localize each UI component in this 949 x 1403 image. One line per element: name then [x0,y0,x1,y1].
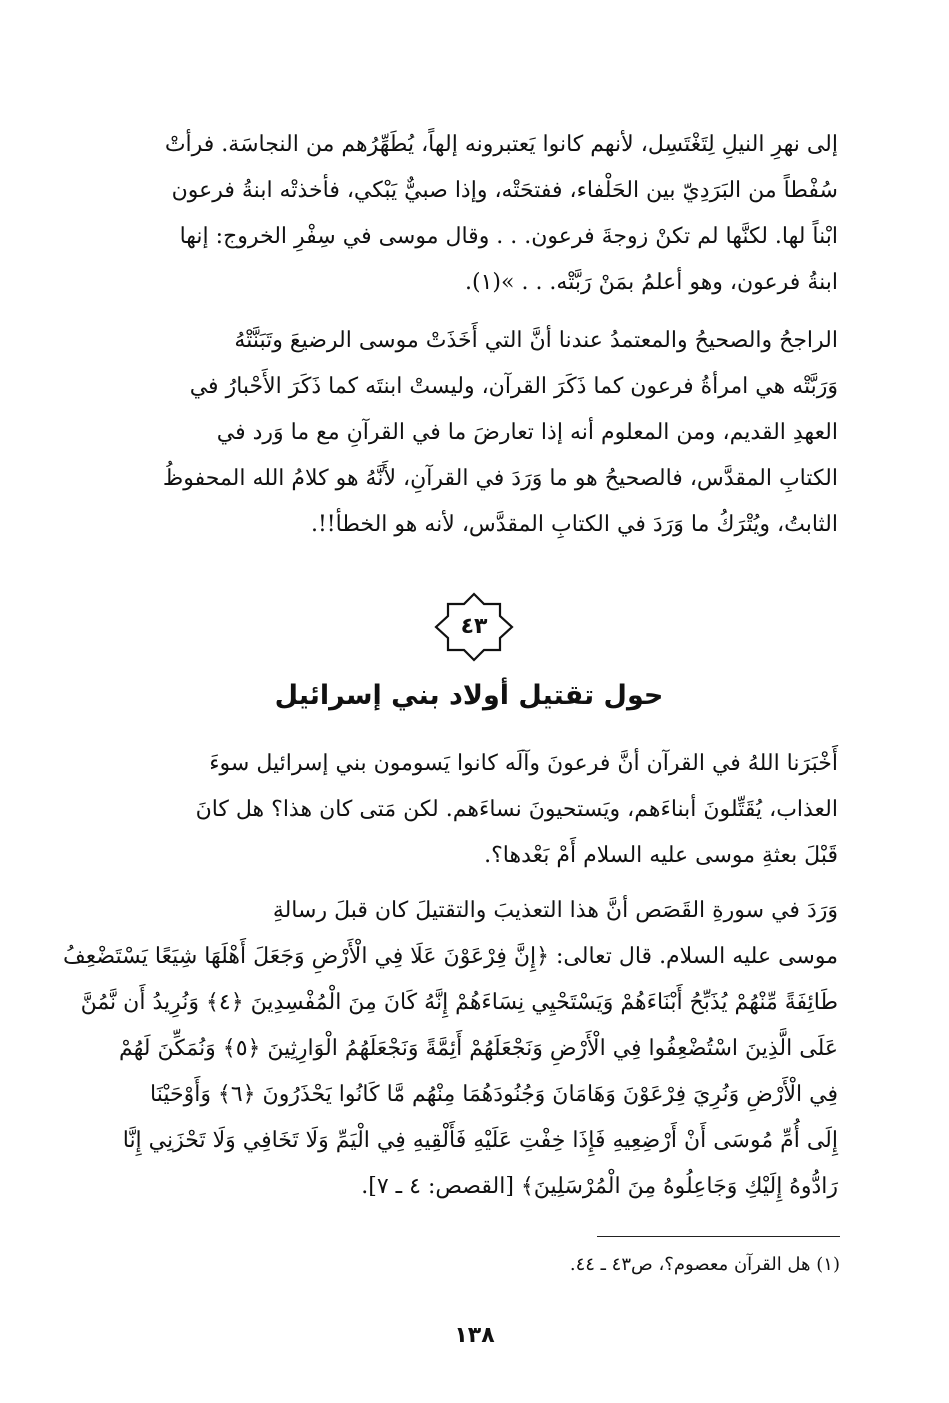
text-line: إِلَى أُمِّ مُوسَى أَنْ أَرْضِعِيهِ فَإِذَا خِفْتِ عَلَيْهِ فَأَلْقِيهِ فِي الْيَمِّ وَلَا تَخَافِي وَلَا تَحْزَنِي إِنَّا [122,1128,838,1153]
text-line: قَبْلَ بعثةِ موسى عليه السلام أَمْ بَعْدها؟. [484,843,838,868]
footnote-divider [597,1236,840,1237]
footnote: (١) هل القرآن معصوم؟، ص٤٣ ـ ٤٤. [569,1254,840,1275]
text-line: وَرَدَ في سورةِ القَصَص أنَّ هذا التعذيبَ والتقتيلَ كان قبلَ رسالةِ [272,898,838,923]
text-line: سُفْطاً من البَرَدِيّ بين الحَلْفاء، ففتحَتْه، وإذا صبيٌّ يَبْكي، فأخذتْه ابنةُ فرعون [171,178,838,203]
text-line: ابْناً لها. لكنَّها لم تكنْ زوجةَ فرعون. . . وقال موسى في سِفْرِ الخروج: إنها [179,224,838,249]
text-line: أَخْبَرَنا اللهُ في القرآن أنَّ فرعونَ وآلَه كانوا يَسومون بني إسرائيل سوءَ [209,751,838,776]
text-line: الثابتُ، ويُتْرَكُ ما وَرَدَ في الكتابِ المقدَّس، لأنه هو الخطأ!!. [310,512,838,537]
paragraph-2 [100,318,838,548]
text-line: طَائِفَةً مِّنْهُمْ يُذَبِّحُ أَبْنَاءَهُمْ وَيَسْتَحْيِي نِسَاءَهُمْ إِنَّهُ كَانَ مِنَ الْمُفْسِدِينَ ﴿٤﴾ وَنُرِيدُ أَن نَّمُنَّ [80,990,838,1015]
text-line: رَادُّوهُ إِلَيْكِ وَجَاعِلُوهُ مِنَ الْمُرْسَلِينَ﴾ [القصص: ٤ ـ ٧]. [361,1174,838,1199]
text-line: العذاب، يُقَتِّلونَ أبناءَهم، ويَستحيونَ نساءَهم. لكن مَتى كان هذا؟ هل كانَ [195,797,838,822]
text-line: إلى نهرِ النيلِ لِتَغْتَسِل، لأنهم كانوا يَعتبرونه إلهاً، يُطَهِّرُهم من النجاسَة. فرأتْ [164,132,838,157]
text-line: عَلَى الَّذِينَ اسْتُضْعِفُوا فِي الْأَرْضِ وَنَجْعَلَهُمْ أَئِمَّةً وَنَجْعَلَهُمُ الْوَارِثِينَ ﴿٥﴾ وَنُمَكِّنَ لَهُمْ [118,1036,838,1061]
text-line: العهدِ القديم، ومن المعلوم أنه إذا تعارضَ ما في القرآنِ مع ما وَرد في [216,420,838,445]
section-title: حول تقتيل أولاد بني إسرائيل [274,680,664,711]
section-number: ٤٣ [460,614,488,639]
text-line: فِي الْأَرْضِ وَنُرِيَ فِرْعَوْنَ وَهَامَانَ وَجُنُودَهُمَا مِنْهُم مَّا كَانُوا يَحْذَرُونَ ﴿٦﴾ وَأَوْحَيْنَا [150,1082,838,1107]
section-number-ornament [434,592,514,662]
text-line: الكتابِ المقدَّس، فالصحيحُ هو ما وَرَدَ في القرآنِ، لأَنَّهُ هو كلامُ الله المحفوظُ [162,466,838,491]
page-number: ١٣٨ [454,1323,495,1348]
text-line: ابنةُ فرعون، وهو أعلمُ بمَنْ رَبَّتْه. . . »(١). [465,270,838,295]
paragraph-1 [100,122,838,306]
paragraph-3 [100,741,838,879]
text-line: موسى عليه السلام. قال تعالى: ﴿إِنَّ فِرْعَوْنَ عَلَا فِي الْأَرْضِ وَجَعَلَ أَهْلَهَا شِيَعًا يَسْتَضْعِفُ [63,944,838,969]
text-line: وَرَبَّتْه هي امرأةُ فرعون كما ذَكَرَ القرآن، وليستْ ابنتَه كما ذَكَرَ الأَحْبارُ في [189,374,838,399]
paragraph-4 [63,888,838,1210]
text-line: الراجحُ والصحيحُ والمعتمدُ عندنا أنَّ التي أَخَذَتْ موسى الرضيعَ وتَبَنَّتْهُ [234,328,838,353]
